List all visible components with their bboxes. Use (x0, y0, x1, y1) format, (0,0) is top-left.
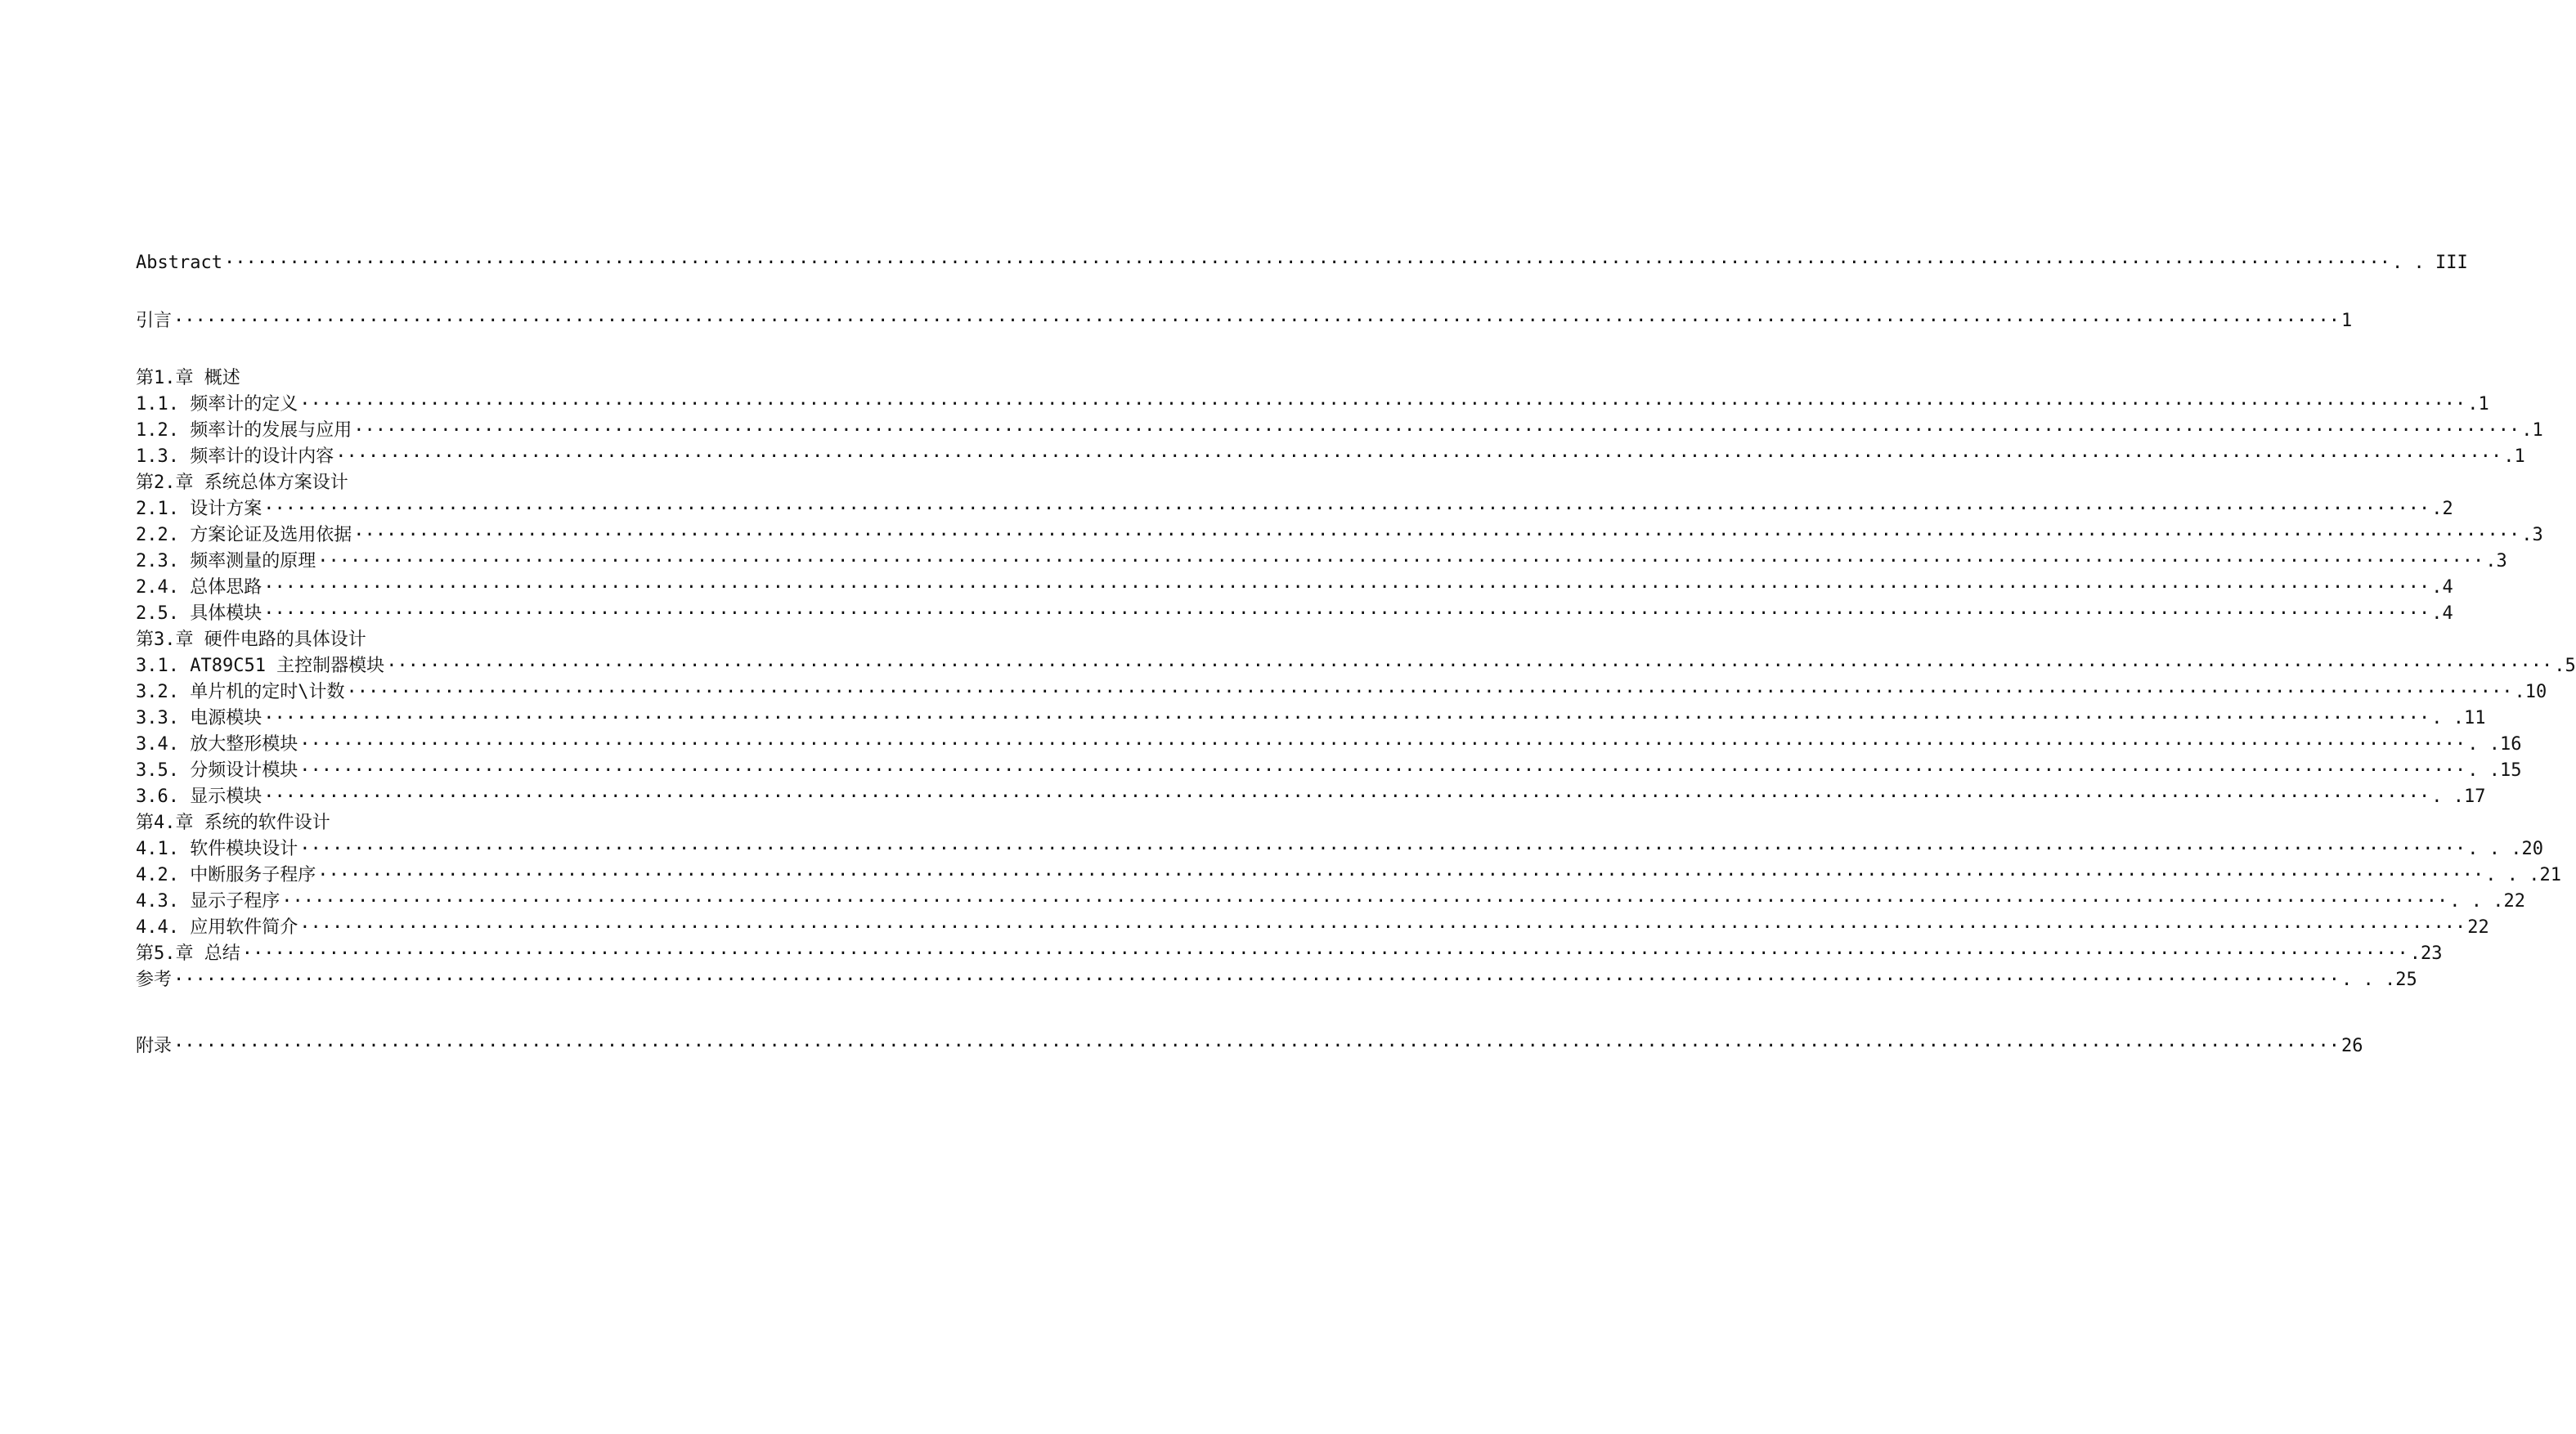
toc-page-number: .1 (2467, 394, 2489, 415)
toc-entry[interactable] (136, 784, 2486, 810)
toc-page-number: 1 (2341, 311, 2353, 331)
toc-entry[interactable] (136, 915, 2489, 941)
toc-entry-text: 附录 (136, 1036, 173, 1056)
toc-dot-leader: ········································································································································································································ (299, 917, 2466, 938)
toc-dot-leader: ········································································································································································································ (263, 708, 2430, 728)
toc-dot-leader: ········································································································································································································ (386, 656, 2553, 676)
toc-entry[interactable] (136, 1033, 2363, 1060)
toc-page-number: .4 (2431, 577, 2453, 598)
toc-entry-text: 第2.章 系统总体方案设计 (136, 473, 348, 493)
toc-entry[interactable] (136, 706, 2486, 732)
toc-page-number: .2 (2431, 499, 2453, 519)
toc-entry-text: 3.5. 分频设计模块 (136, 760, 298, 781)
toc-dot-leader: ········································································································································································································ (263, 577, 2430, 598)
toc-page-number: . . .25 (2341, 970, 2417, 990)
toc-entry[interactable] (136, 601, 2453, 627)
toc-dot-leader: ········································································································································································································ (299, 734, 2466, 755)
toc-entry[interactable] (136, 392, 2489, 418)
toc-entry[interactable] (136, 941, 2443, 967)
toc-page-number: . . .20 (2467, 839, 2543, 859)
toc-entry-text: 第3.章 硬件电路的具体设计 (136, 630, 366, 650)
toc-page-number: . .16 (2467, 734, 2522, 755)
toc-entry-text: 2.3. 频率测量的原理 (136, 551, 316, 571)
toc-page-number: . .17 (2431, 786, 2486, 807)
toc-entry[interactable] (136, 522, 2543, 549)
toc-dot-leader: ········································································································································································································ (263, 786, 2430, 807)
toc-entry-text: 4.4. 应用软件简介 (136, 917, 298, 938)
toc-chapter-heading[interactable] (136, 810, 463, 836)
toc-entry-text: 1.3. 频率计的设计内容 (136, 446, 334, 467)
toc-entry-text: 3.1. AT89C51 主控制器模块 (136, 656, 385, 676)
toc-entry[interactable] (136, 444, 2525, 470)
toc-entry-text: 第4.章 系统的软件设计 (136, 813, 330, 833)
toc-entry-text: 3.4. 放大整形模块 (136, 734, 298, 755)
toc-chapter-heading[interactable] (136, 470, 463, 496)
toc-entry-text: 参考 (136, 970, 173, 990)
toc-entry-text: 2.5. 具体模块 (136, 603, 263, 624)
toc-entry[interactable] (136, 418, 2543, 444)
toc-entry[interactable] (136, 967, 2417, 993)
toc-page-number: .4 (2431, 603, 2453, 624)
toc-entry[interactable] (136, 863, 2561, 889)
toc-entry-text: 1.2. 频率计的发展与应用 (136, 420, 352, 441)
toc-dot-leader: ········································································································································································································ (263, 499, 2430, 519)
toc-page-number: . . III (2392, 253, 2468, 273)
toc-entry[interactable] (136, 758, 2522, 784)
toc-entry-text: 2.2. 方案论证及选用依据 (136, 525, 352, 545)
toc-page-number: 26 (2341, 1036, 2363, 1056)
toc-page-number: . .11 (2431, 708, 2486, 728)
toc-page-number: .23 (2409, 943, 2443, 964)
toc-page-number: .1 (2521, 420, 2543, 441)
toc-entry-text: 3.2. 单片机的定时\计数 (136, 682, 345, 702)
toc-dot-leader: ········································································································································································································ (241, 943, 2408, 964)
toc-dot-leader: ········································································································································································································ (173, 1036, 2340, 1056)
toc-entry[interactable] (136, 732, 2522, 758)
toc-page-number: 22 (2467, 917, 2489, 938)
toc-entry-text: 引言 (136, 311, 173, 331)
toc-entry[interactable] (136, 250, 2468, 276)
toc-dot-leader: ········································································································································································································ (353, 525, 2520, 545)
toc-entry[interactable] (136, 308, 2353, 334)
toc-page-number: . . .22 (2449, 891, 2525, 912)
toc-entry-text: 3.3. 电源模块 (136, 708, 263, 728)
toc-dot-leader: ········································································································································································································ (173, 311, 2340, 331)
toc-entry-text: 第5.章 总结 (136, 943, 240, 964)
toc-entry-text: 4.2. 中断服务子程序 (136, 865, 316, 885)
toc-dot-leader: ········································································································································································································ (317, 551, 2484, 571)
toc-entry[interactable] (136, 836, 2543, 863)
toc-entry[interactable] (136, 496, 2453, 522)
toc-entry[interactable] (136, 575, 2453, 601)
toc-entry-text: 2.4. 总体思路 (136, 577, 263, 598)
toc-entry[interactable] (136, 679, 2547, 706)
toc-dot-leader: ········································································································································································································ (317, 865, 2484, 885)
toc-entry[interactable] (136, 549, 2507, 575)
toc-entry-text: 4.3. 显示子程序 (136, 891, 280, 912)
toc-dot-leader: ········································································································································································································ (223, 253, 2390, 273)
toc-entry-text: 4.1. 软件模块设计 (136, 839, 298, 859)
toc-dot-leader: ········································································································································································································ (263, 603, 2430, 624)
toc-chapter-heading[interactable] (136, 627, 463, 653)
toc-dot-leader: ········································································································································································································ (281, 891, 2448, 912)
toc-dot-leader: ········································································································································································································ (299, 394, 2466, 415)
toc-entry-text: 第1.章 概述 (136, 368, 240, 388)
toc-dot-leader: ········································································································································································································ (346, 682, 2513, 702)
toc-dot-leader: ········································································································································································································ (335, 446, 2502, 467)
toc-entry[interactable] (136, 653, 2576, 679)
toc-dot-leader: ········································································································································································································ (299, 839, 2466, 859)
toc-entry-text: 1.1. 频率计的定义 (136, 394, 298, 415)
toc-page-number: . .15 (2467, 760, 2522, 781)
toc-page-number: .10 (2514, 682, 2547, 702)
toc-page-number: . . .21 (2485, 865, 2561, 885)
toc-page-number: .5 (2554, 656, 2576, 676)
toc-chapter-heading[interactable] (136, 365, 381, 392)
toc-page-number: .3 (2521, 525, 2543, 545)
toc-dot-leader: ········································································································································································································ (353, 420, 2520, 441)
toc-entry[interactable] (136, 889, 2525, 915)
toc-page-number: .3 (2485, 551, 2507, 571)
toc-dot-leader: ········································································································································································································ (173, 970, 2340, 990)
toc-entry-text: 2.1. 设计方案 (136, 499, 263, 519)
toc-entry-text: 3.6. 显示模块 (136, 786, 263, 807)
toc-entry-text: Abstract (136, 253, 222, 273)
toc-dot-leader: ········································································································································································································ (299, 760, 2466, 781)
toc-page-number: .1 (2503, 446, 2525, 467)
